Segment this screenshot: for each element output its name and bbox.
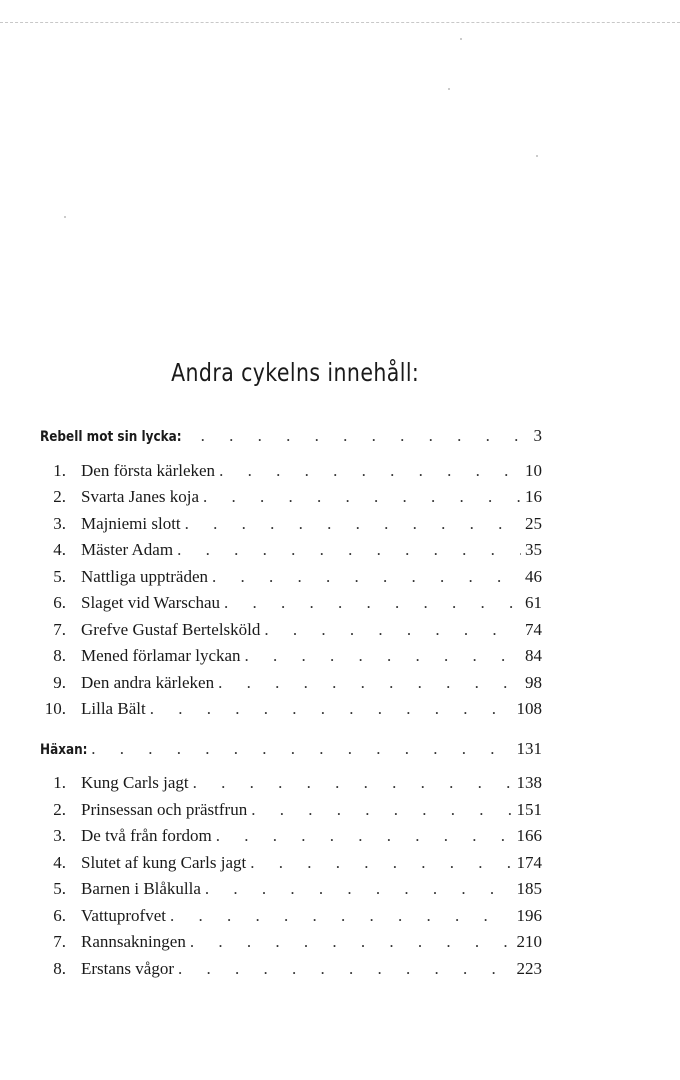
chapter-number: 2. (53, 799, 66, 819)
dot-leader (201, 423, 530, 450)
page-number: 185 (516, 879, 542, 898)
toc-entry[interactable] (40, 484, 542, 511)
chapter-number: 5. (53, 566, 66, 586)
page-number: 35 (525, 540, 542, 559)
dot-leader (203, 484, 521, 511)
chapter-number: 8. (53, 646, 66, 665)
dot-leader (185, 511, 521, 538)
chapter-number: 6. (53, 593, 66, 612)
toc-entry[interactable] (40, 903, 542, 930)
page-number: 174 (516, 852, 542, 872)
toc-section-heading[interactable] (40, 736, 542, 763)
chapter-title: Svarta Janes koja (81, 487, 200, 506)
chapter-number: 6. (53, 905, 66, 925)
page-number: 151 (516, 799, 542, 819)
dot-leader (190, 929, 513, 956)
chapter-number: 1. (53, 773, 66, 792)
dot-leader (264, 617, 521, 644)
toc-entry[interactable] (40, 590, 542, 617)
dot-leader (251, 797, 512, 824)
chapter-title: Den andra kärleken (81, 672, 215, 692)
dot-leader (216, 823, 513, 850)
page-title: Andra cykelns innehåll: (171, 358, 420, 387)
paper-speck (64, 216, 66, 218)
toc-entry[interactable] (40, 564, 542, 591)
chapter-number: 1. (53, 460, 66, 480)
chapter-title: Kung Carls jagt (81, 773, 189, 792)
chapter-title: Erstans vågor (81, 958, 175, 978)
section-title: Häxan: (40, 741, 88, 758)
chapter-title: Lilla Bält (81, 699, 146, 718)
chapter-title: Nattliga uppträden (81, 566, 208, 586)
page-number: 166 (516, 826, 542, 845)
chapter-title: Rannsakningen (81, 932, 186, 951)
toc-entry[interactable] (40, 823, 542, 850)
toc-entry[interactable] (40, 876, 542, 903)
dot-leader (245, 643, 521, 670)
chapter-title: Mäster Adam (81, 540, 174, 559)
paper-speck (536, 155, 538, 157)
dot-leader (193, 770, 513, 797)
paper-speck (448, 88, 450, 90)
chapter-title: Majniemi slott (81, 513, 181, 533)
chapter-title: Barnen i Blåkulla (81, 879, 201, 898)
page-number: 74 (525, 619, 542, 639)
page-number: 46 (525, 566, 542, 586)
dot-leader (212, 564, 521, 591)
toc-entry[interactable] (40, 929, 542, 956)
toc-entry[interactable] (40, 643, 542, 670)
page-number: 61 (525, 593, 542, 612)
chapter-number: 5. (53, 879, 66, 898)
chapter-title: Mened förlamar lyckan (81, 646, 241, 665)
toc-section-heading[interactable] (40, 423, 542, 450)
dot-leader (178, 956, 512, 983)
toc-entry[interactable] (40, 511, 542, 538)
paper-speck (460, 38, 462, 40)
chapter-number: 3. (53, 826, 66, 845)
dot-leader (205, 876, 513, 903)
chapter-number: 4. (53, 540, 66, 559)
dot-leader (218, 670, 521, 697)
page-number: 98 (525, 672, 542, 692)
toc-entry[interactable] (40, 797, 542, 824)
chapter-number: 10. (44, 699, 66, 718)
chapter-title: Den första kärleken (81, 460, 216, 480)
chapter-number: 4. (53, 852, 66, 872)
chapter-number: 8. (53, 958, 66, 978)
toc-entry[interactable] (40, 617, 542, 644)
page-number: 3 (533, 426, 542, 445)
section-title: Rebell mot sin lycka: (40, 429, 182, 445)
chapter-title: De två från fordom (81, 826, 212, 845)
toc-entry[interactable] (40, 537, 542, 564)
toc-entry[interactable] (40, 956, 542, 983)
chapter-number: 7. (53, 619, 66, 639)
page-number: 10 (525, 460, 542, 480)
dot-leader (150, 696, 513, 723)
page-top-edge (0, 22, 680, 23)
toc-entry[interactable] (40, 458, 542, 485)
chapter-number: 2. (53, 487, 66, 506)
chapter-number: 9. (53, 672, 66, 692)
dot-leader (170, 903, 513, 930)
page-number: 196 (516, 905, 542, 925)
page-number: 131 (516, 738, 542, 758)
chapter-title: Slaget vid Warschau (81, 593, 221, 612)
page-number: 108 (516, 699, 542, 718)
toc-entry[interactable] (40, 770, 542, 797)
chapter-title: Prinsessan och prästfrun (81, 799, 248, 819)
toc-entry[interactable] (40, 696, 542, 723)
dot-leader (91, 736, 512, 763)
chapter-number: 3. (53, 513, 66, 533)
chapter-number: 7. (53, 932, 66, 951)
page-number: 138 (516, 773, 542, 792)
page-number: 16 (525, 487, 542, 506)
page-number: 223 (516, 958, 542, 978)
chapter-title: Slutet af kung Carls jagt (81, 852, 247, 872)
toc-entry[interactable] (40, 670, 542, 697)
dot-leader (177, 537, 521, 564)
chapter-title: Vattuprofvet (81, 905, 166, 925)
page-number: 84 (525, 646, 542, 665)
page-number: 210 (516, 932, 542, 951)
table-of-contents (40, 423, 542, 982)
page-number: 25 (525, 513, 542, 533)
chapter-title: Grefve Gustaf Bertelsköld (81, 619, 261, 639)
dot-leader (224, 590, 521, 617)
toc-entry[interactable] (40, 850, 542, 877)
dot-leader (250, 850, 512, 877)
dot-leader (219, 458, 521, 485)
